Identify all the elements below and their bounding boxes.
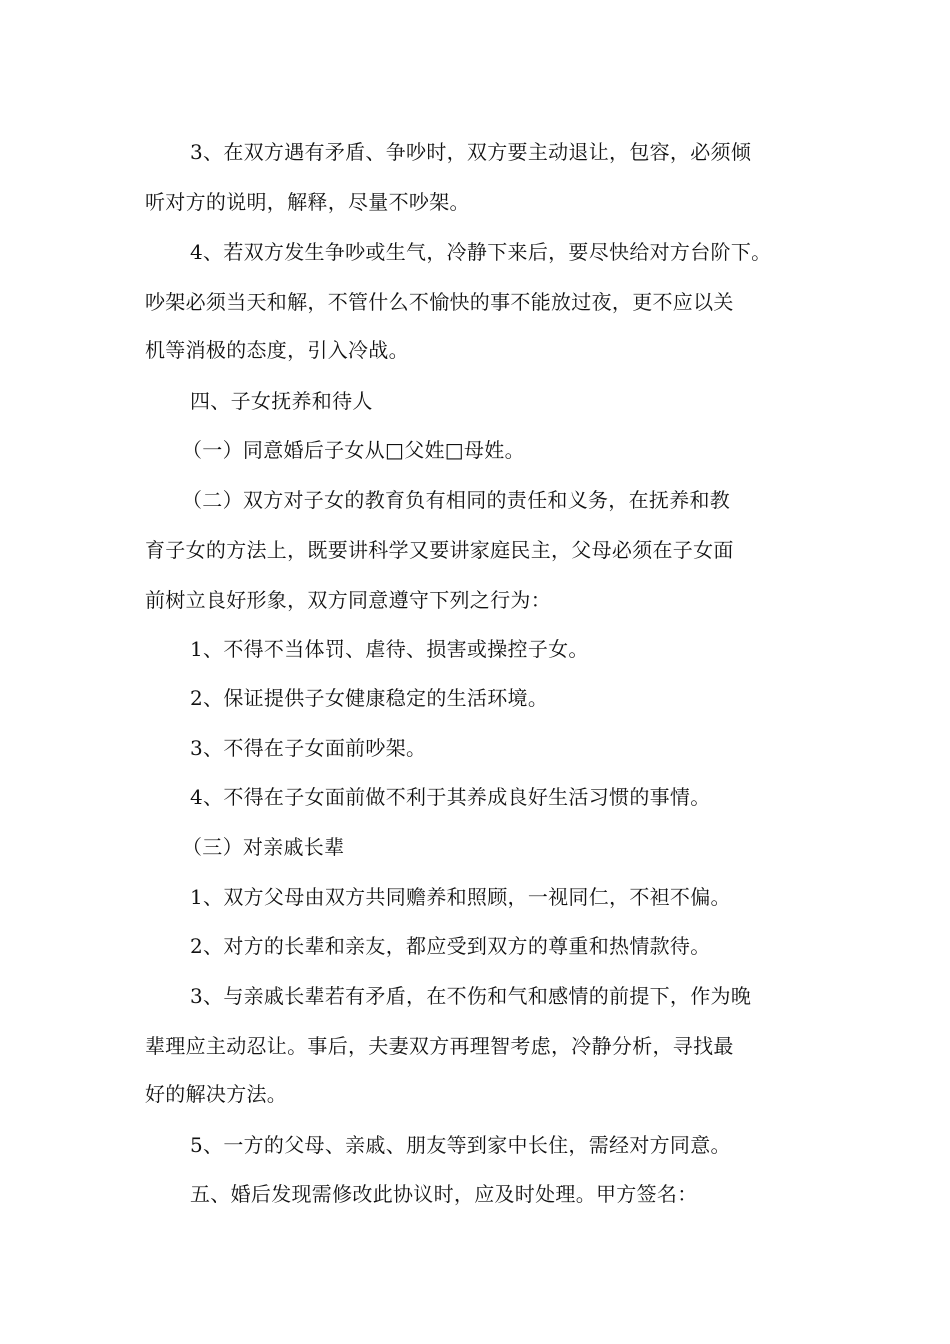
- paragraph-line: 前树立良好形象，双方同意遵守下列之行为：: [145, 588, 551, 612]
- paragraph-line: 3、在双方遇有矛盾、争吵时，双方要主动退让，包容，必须倾: [190, 140, 752, 164]
- list-item: 5、一方的父母、亲戚、朋友等到家中长住，需经对方同意。: [190, 1133, 731, 1157]
- list-item: 4、不得在子女面前做不利于其养成良好生活习惯的事情。: [190, 785, 711, 809]
- list-item: 1、双方父母由双方共同赡养和照顾，一视同仁，不袒不偏。: [190, 885, 731, 909]
- list-item: 2、对方的长辈和亲友，都应受到双方的尊重和热情款待。: [190, 934, 711, 958]
- subsection-heading: （三）对亲戚长辈: [182, 835, 345, 859]
- section-heading: 五、婚后发现需修改此协议时，应及时处理。甲方签名：: [190, 1182, 698, 1206]
- paragraph-line: （一）同意婚后子女从□父姓□母姓。: [182, 438, 525, 462]
- list-item: 1、不得不当体罚、虐待、损害或操控子女。: [190, 637, 589, 661]
- paragraph-line: 育子女的方法上，既要讲科学又要讲家庭民主，父母必须在子女面: [145, 538, 734, 562]
- paragraph-line: （二）双方对子女的教育负有相同的责任和义务，在抚养和教: [182, 488, 731, 512]
- paragraph-line: 4、若双方发生争吵或生气，冷静下来后，要尽快给对方台阶下。: [190, 240, 772, 264]
- paragraph-line: 辈理应主动忍让。事后，夫妻双方再理智考虑，冷静分析，寻找最: [145, 1034, 734, 1058]
- paragraph-line: 机等消极的态度，引入冷战。: [145, 338, 409, 362]
- paragraph-line: 听对方的说明，解释，尽量不吵架。: [145, 190, 470, 214]
- list-item: 3、不得在子女面前吵架。: [190, 736, 427, 760]
- section-heading: 四、子女抚养和待人: [190, 389, 373, 413]
- paragraph-line: 好的解决方法。: [145, 1082, 288, 1106]
- list-item: 3、与亲戚长辈若有矛盾，在不伤和气和感情的前提下，作为晚: [190, 984, 752, 1008]
- paragraph-line: 吵架必须当天和解，不管什么不愉快的事不能放过夜，更不应以关: [145, 290, 734, 314]
- list-item: 2、保证提供子女健康稳定的生活环境。: [190, 686, 549, 710]
